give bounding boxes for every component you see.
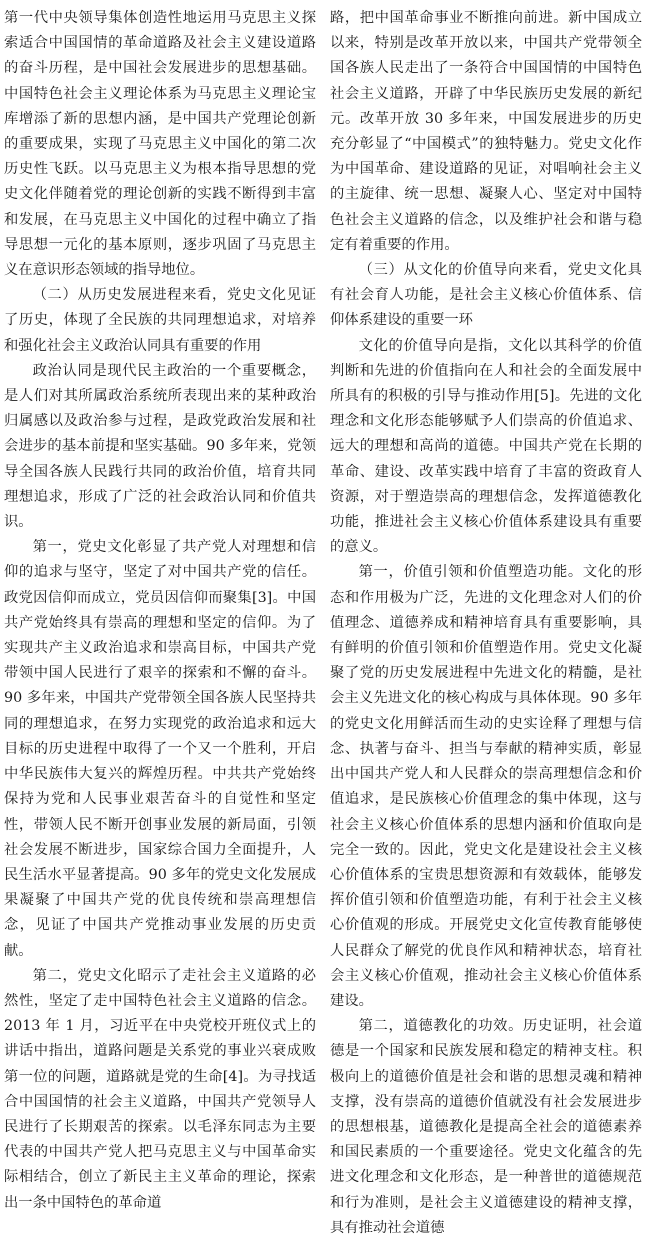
section-heading: （三）从文化的价值导向来看，党史文化具有社会育人功能，是社会主义核心价值体系、信仰体系建设的重要一环 bbox=[330, 262, 642, 329]
left-column bbox=[4, 6, 316, 1211]
paragraph: 第一，价值引领和价值塑造功能。文化的形态和作用极为广泛，先进的文化理念对人们的价值理念、道德养成和精神培育具有重要影响，具有鲜明的价值引领和价值塑造作用。党史文化凝聚了党的历史发展进程中先进文化的精髓，是社会主义先进文化的核心构成与具体体现。90 多年的党史文化用鲜活而生动的史实诠释了理想与信念、执著与奋斗、担当与奉献的精神实质，彰显出中国共产党人和人民群众的崇高理想信念和价值追求，是民族核心价值理念的集中体现，这与社会主义核心价值体系的思想内涵和价值取向是完全一致的。因此，党史文化是建设社会主义核心价值体系的宝贵思想资源和有效载体，能够发挥价值引领和价值塑造功能，有利于社会主义核心价值观的形成。开展党史文化宣传教育能够使人民群众了解党的优良作风和精神状态，培育社会主义核心价值观，推动社会主义核心价值体系建设。 bbox=[330, 564, 642, 1009]
paragraph: 第一代中央领导集体创造性地运用马克思主义探索适合中国国情的革命道路及社会主义建设道路的奋斗历程，是中国社会发展进步的思想基础。中国特色社会主义理论体系为马克思主义理论宝库增添了新的思想内涵，是中国共产党理论创新的重要成果，实现了马克思主义中国化的第二次历史性飞跃。以马克思主义为根本指导思想的党史文化伴随着党的理论创新的实践不断得到丰富和发展，在马克思主义中国化的过程中确立了指导思想一元化的基本原则，逐步巩固了马克思主义在意识形态领域的指导地位。 bbox=[4, 10, 316, 279]
paragraph: 路，把中国革命事业不断推向前进。新中国成立以来，特别是改革开放以来，中国共产党带领全国各族人民走出了一条符合中国国情的中国特色社会主义道路，开辟了中华民族历史发展的新纪元。改革开放 30 多年来，中国发展进步的历史充分彰显了“中国模式”的独特魅力。党史文化作为中国革命、建设道路的见证，对唱响社会主义的主旋律、统一思想、凝聚人心、坚定对中国特色社会主义道路的信念，以及维护社会和谐与稳定有着重要的作用。 bbox=[330, 10, 642, 253]
paragraph: 文化的价值导向是指，文化以其科学的价值判断和先进的价值指向在人和社会的全面发展中所具有的积极的引导与推动作用[5]。先进的文化理念和文化形态能够赋予人们崇高的价值追求、远大的理想和高尚的道德。中国共产党在长期的革命、建设、改革实践中培育了丰富的资政育人资源，对于塑造崇高的理想信念，发挥道德教化功能，推进社会主义核心价值体系建设具有重要的意义。 bbox=[330, 337, 642, 556]
paragraph: 第二，党史文化昭示了走社会主义道路的必然性，坚定了走中国特色社会主义道路的信念。2013 年 1 月，习近平在中央党校开班仪式上的讲话中指出，道路问题是关系党的事业兴衰成败第一位的问题，道路就是党的生命[4]。为寻找适合中国国情的社会主义道路，中国共产党领导人民进行了长期艰苦的探索。以毛泽东同志为主要代表的中国共产党人把马克思主义与中国革命实际相结合，创立了新民主主义革命的理论，探索出一条中国特色的革命道 bbox=[4, 967, 316, 1211]
paragraph: 第一，党史文化彰显了共产党人对理想和信仰的追求与坚守，坚定了对中国共产党的信任。政党因信仰而成立，党员因信仰而聚集[3]。中国共产党始终具有崇高的理想和坚定的信仰。为了实现共产主义政治追求和崇高目标，中国共产党带领中国人民进行了艰辛的探索和不懈的奋斗。90 多年来，中国共产党带领全国各族人民坚持共同的理想追求，在努力实现党的政治追求和远大目标的历史进程中取得了一个又一个胜利，开启中华民族伟大复兴的辉煌历程。中共共产党始终保持为党和人民事业艰苦奋斗的自觉性和坚定性，带领人民不断开创事业发展的新局面，引领社会发展不断进步，国家综合国力全面提升，人民生活水平显著提高。90 多年的党史文化发展成果凝聚了中国共产党的优良传统和崇高理想信念，见证了中国共产党推动事业发展的历史贡献。 bbox=[4, 539, 316, 959]
section-heading: （二）从历史发展进程来看，党史文化见证了历史，体现了全民族的共同理想追求，对培养和强化社会主义政治认同具有重要的作用 bbox=[4, 287, 316, 354]
paragraph: 第二，道德教化的功效。历史证明，社会道德是一个国家和民族发展和稳定的精神支柱。积极向上的道德价值是社会和谐的思想灵魂和精神支撑，没有崇高的道德价值就没有社会发展进步的思想根基，道德教化是提高全社会的道德素养和国民素质的一个重要途径。党史文化蕴含的先进文化理念和文化形态，是一种普世的道德规范和行为准则，是社会主义道德建设的精神支撑，具有推动社会道德 bbox=[330, 1018, 642, 1236]
right-column bbox=[330, 6, 642, 1236]
paragraph: 政治认同是现代民主政治的一个重要概念，是人们对其所属政治系统所表现出来的某种政治归属感以及政治参与过程，是政党政治发展和社会进步的基本前提和坚实基础。90 多年来，党领导全国各族人民践行共同的政治价值，培育共同理想追求，形成了广泛的社会政治认同和价值共识。 bbox=[4, 362, 316, 531]
